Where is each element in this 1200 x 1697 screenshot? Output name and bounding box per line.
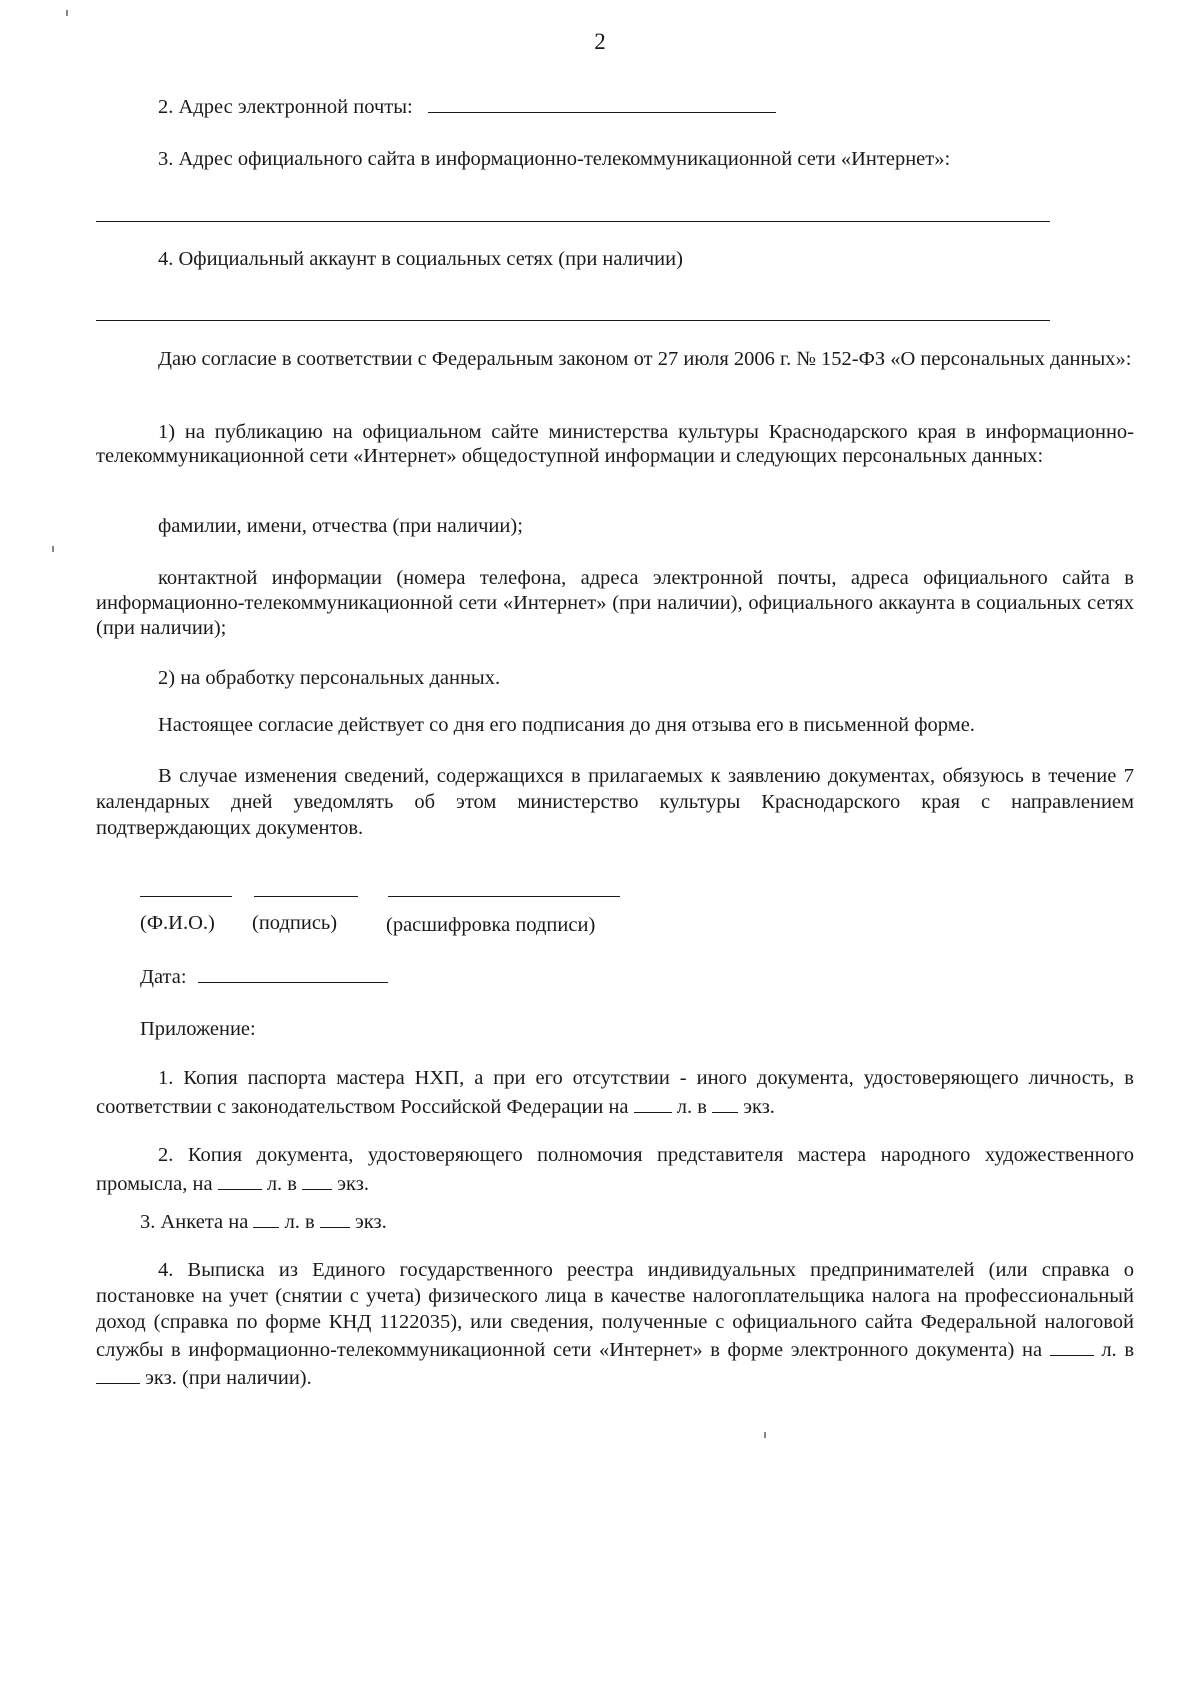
signature-caption: (подпись): [252, 912, 338, 934]
attachment-2-copies-blank[interactable]: [302, 1169, 332, 1190]
attachment-4-sheets-blank[interactable]: [1050, 1335, 1094, 1356]
attachment-2-text: 2. Копия документа, удостоверяющего полномочия представителя мастера народного художественного промысла, на: [96, 1144, 1134, 1195]
attachment-3-sheets-label: л. в: [284, 1211, 315, 1233]
email-blank[interactable]: [428, 92, 776, 113]
social-label: 4. Официальный аккаунт в социальных сетях (при наличии): [158, 248, 683, 270]
website-blank[interactable]: [96, 221, 1050, 222]
attachment-2-sheets-label: л. в: [266, 1173, 297, 1195]
consent-validity: Настоящее согласие действует со дня его подписания до дня отзыва его в письменной форме.: [158, 714, 975, 736]
attachment-3-sheets-blank[interactable]: [253, 1207, 279, 1228]
date-label: Дата:: [140, 966, 187, 988]
fio-caption: (Ф.И.О.): [140, 912, 215, 934]
page-number: 2: [594, 29, 606, 54]
attachment-4-text: 4. Выписка из Единого государственного реестра индивидуальных предпринимателей (или справка о постановке на учет (снятии с учета) физического лица в качестве налогоплательщика налога на профессиональный доход (справка по форме КНД 1122035), или сведения, полученные с официального сайта Федеральной налоговой службы в информационно-телекоммуникационной сети «Интернет» в форме электронного документа) на: [96, 1259, 1134, 1361]
attachment-1-sheets-label: л. в: [676, 1096, 707, 1118]
consent-item-1: 1) на публикацию на официальном сайте министерства культуры Краснодарского края в информационно-телекоммуникационной сети «Интернет» общедоступной информации и следующих персональных данных:: [96, 421, 1134, 467]
scan-speck: [764, 1432, 766, 1438]
attachment-3-text: 3. Анкета на: [140, 1211, 249, 1233]
attachment-4-copies-blank[interactable]: [96, 1363, 140, 1384]
attachment-4-copies-label: экз. (при наличии).: [145, 1367, 312, 1389]
attachment-1-text: 1. Копия паспорта мастера НХП, а при его отсутствии - иного документа, удостоверяющего личность, в соответствии с законодательством Российской Федерации на: [96, 1067, 1134, 1118]
attachment-2-sheets-blank[interactable]: [218, 1169, 262, 1190]
attachment-4-sheets-label: л. в: [1101, 1339, 1134, 1361]
social-blank[interactable]: [96, 320, 1050, 321]
consent-contact-info: контактной информации (номера телефона, адреса электронной почты, адреса официального сайта в информационно-телекоммуникационной сети «Интернет» (при наличии), официального аккаунта в социальных сетях (при наличии);: [96, 567, 1134, 639]
attachment-3-copies-blank[interactable]: [320, 1207, 350, 1228]
signature-decode-blank[interactable]: [388, 896, 620, 897]
attachment-3: [140, 1207, 387, 1236]
scan-speck: [66, 10, 68, 16]
decode-caption: (расшифровка подписи): [386, 914, 596, 936]
date-row: [140, 962, 388, 991]
consent-item-2: 2) на обработку персональных данных.: [158, 667, 501, 689]
attachment-1-copies-blank[interactable]: [712, 1092, 738, 1113]
scan-speck: [52, 546, 54, 552]
email-row: [96, 92, 1134, 121]
consent-fio: фамилии, имени, отчества (при наличии);: [158, 515, 523, 537]
consent-intro: Даю согласие в соответствии с Федеральным законом от 27 июля 2006 г. № 152-ФЗ «О персональных данных»:: [158, 348, 1132, 370]
date-blank[interactable]: [198, 962, 388, 983]
consent-notify: В случае изменения сведений, содержащихся в прилагаемых к заявлению документах, обязуюсь в течение 7 календарных дней уведомлять об этом министерство культуры Краснодарского края с направлением подтверждающих документов.: [96, 765, 1134, 839]
attachment-1-copies-label: экз.: [743, 1096, 775, 1118]
attachment-3-copies-label: экз.: [355, 1211, 387, 1233]
attachment-4: [96, 1257, 1134, 1391]
website-label: 3. Адрес официального сайта в информационно-телекоммуникационной сети «Интернет»:: [158, 148, 951, 170]
signature-blank[interactable]: [254, 896, 358, 897]
attachment-1-sheets-blank[interactable]: [634, 1092, 672, 1113]
attachment-2-copies-label: экз.: [337, 1173, 369, 1195]
fio-blank[interactable]: [140, 896, 232, 897]
attachment-1: [96, 1065, 1134, 1121]
attachments-heading: Приложение:: [140, 1018, 256, 1040]
email-label: 2. Адрес электронной почты:: [158, 96, 413, 118]
attachment-2: [96, 1142, 1134, 1198]
